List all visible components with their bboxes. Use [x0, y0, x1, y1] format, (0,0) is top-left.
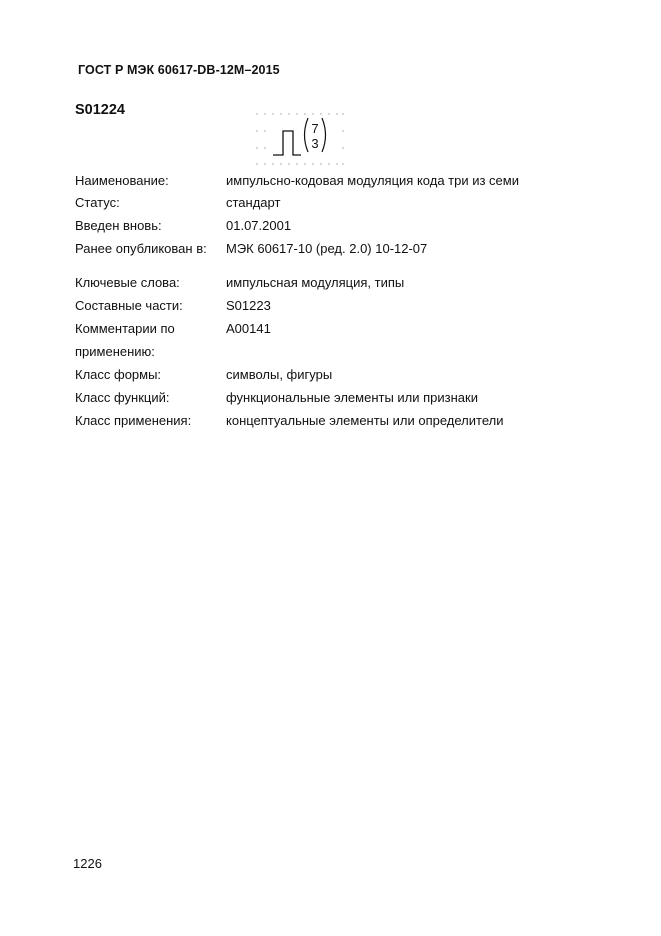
field-value: 01.07.2001	[226, 218, 292, 233]
field-value: A00141	[226, 321, 271, 336]
field-value: МЭК 60617-10 (ред. 2.0) 10-12-07	[226, 241, 428, 256]
symbol-code: S01224	[75, 102, 125, 118]
left-parenthesis	[305, 118, 309, 152]
field-value: импульсная модуляция, типы	[226, 275, 405, 290]
field-label: Комментарии по	[75, 321, 175, 336]
field-label: Составные части:	[75, 298, 183, 313]
standard-header: ГОСТ Р МЭК 60617-DB-12M–2015	[78, 63, 280, 77]
symbol-lower-digit: 3	[311, 136, 319, 151]
symbol-upper-digit: 7	[311, 121, 319, 136]
field-label: Введен вновь:	[75, 218, 162, 233]
symbol-grid-dots	[256, 113, 343, 164]
pulse-waveform	[273, 131, 301, 155]
field-label: Класс функций:	[75, 390, 170, 405]
field-value: стандарт	[226, 195, 281, 210]
field-label: применению:	[75, 344, 155, 359]
field-value: концептуальные элементы или определители	[226, 413, 504, 428]
field-value: символы, фигуры	[226, 367, 333, 382]
field-label: Класс формы:	[75, 367, 162, 382]
field-value: импульсно-кодовая модуляция кода три из семи	[226, 173, 519, 188]
field-label: Ранее опубликован в:	[75, 241, 207, 256]
page-number: 1226	[73, 856, 102, 871]
field-label: Наименование:	[75, 173, 169, 188]
right-parenthesis	[322, 118, 326, 152]
field-label: Статус:	[75, 195, 120, 210]
pcm-symbol-graphic	[255, 100, 345, 170]
field-label: Ключевые слова:	[75, 275, 180, 290]
field-value: функциональные элементы или признаки	[226, 390, 478, 405]
field-label: Класс применения:	[75, 413, 192, 428]
field-value: S01223	[226, 298, 271, 313]
